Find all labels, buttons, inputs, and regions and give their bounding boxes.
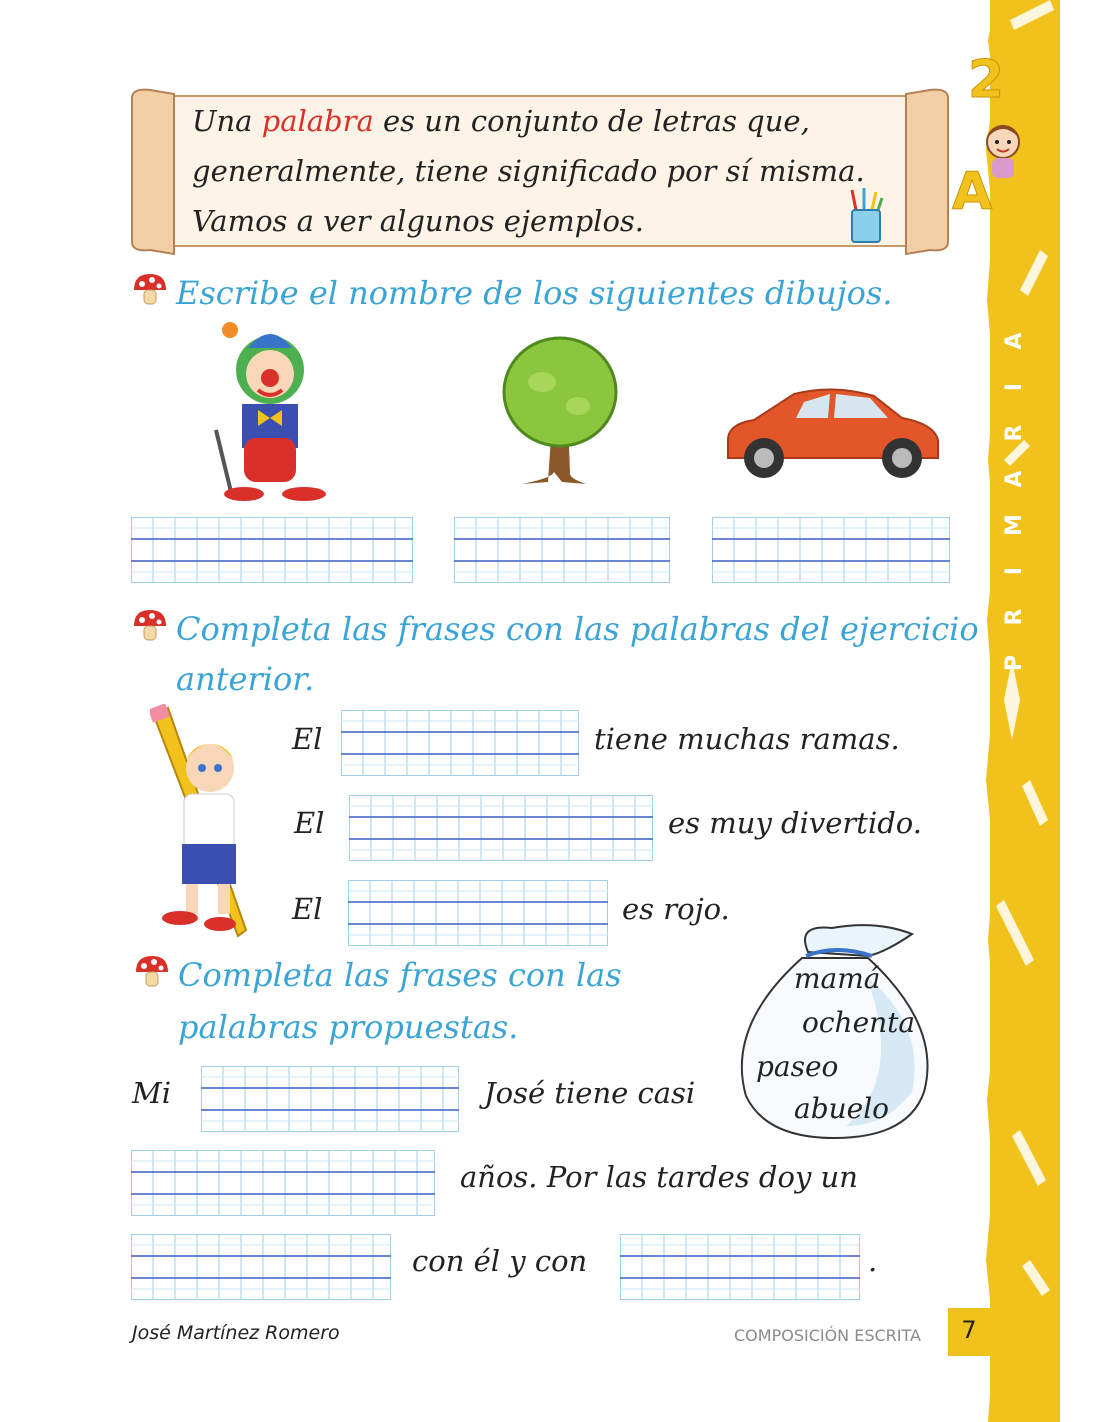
sentence1-start: El [292,722,323,756]
sentence1-end: tiene muchas ramas. [594,722,900,756]
sentence2-start: El [294,806,325,840]
side-letter: A [1002,332,1027,350]
bag-word: mamá [794,962,881,995]
intro-line-3: Vamos a ver algunos ejemplos. [192,204,645,238]
level-number: 2 [968,50,1005,110]
answer-grid-3[interactable] [131,1234,391,1300]
answer-grid-1[interactable] [201,1066,459,1132]
intro-line-1: Una palabra es un conjunto de letras que, [192,104,810,138]
tree-illustration [502,332,620,488]
highlight-word: palabra [261,104,374,138]
exercise2-instruction-line2: anterior. [176,660,315,698]
clown-illustration [208,318,332,502]
primaria-vertical-label [1000,318,1030,686]
side-letter: I [1002,566,1027,576]
sentence3-end: es rojo. [622,892,730,926]
pencil-pattern [990,0,1060,1422]
side-letter: P [1002,654,1027,672]
sentence2-end: es muy divertido. [668,806,922,840]
bag-word: ochenta [802,1006,916,1039]
bag-word: paseo [756,1050,839,1083]
text-jose: José tiene casi [484,1076,696,1110]
intro-line-2: generalmente, tiene significado por sí misma. [192,154,865,188]
mushroom-bullet-icon [132,608,168,642]
exercise1-instruction: Escribe el nombre de los siguientes dibujos. [176,274,893,312]
sentence3-answer-grid[interactable] [348,880,608,946]
car-illustration [724,380,942,480]
answer-grid-4[interactable] [620,1234,860,1300]
mushroom-bullet-icon [132,272,168,306]
mushroom-bullet-icon [134,954,170,988]
side-letter: R [1002,608,1027,626]
answer-grid-car[interactable] [712,517,950,583]
sentence2-answer-grid[interactable] [349,795,653,861]
page-number: 7 [961,1316,977,1344]
subject-title: COMPOSICIÓN ESCRITA [734,1326,921,1345]
bag-word: abuelo [794,1092,890,1125]
text-mi: Mi [132,1076,171,1110]
author-name: José Martínez Romero [132,1322,340,1344]
side-letter: R [1002,424,1027,442]
side-letter: M [1002,514,1027,536]
text-con: con él y con [412,1244,588,1278]
text-period: . [868,1244,878,1278]
exercise2-instruction-line1: Completa las frases con las palabras del ejercicio [176,610,979,648]
exercise3-instruction-line2: palabras propuestas. [178,1008,519,1046]
text-anos: años. Por las tardes doy un [460,1160,858,1194]
boy-with-pencil-illustration [150,704,250,940]
intro-text [192,96,902,246]
answer-grid-tree[interactable] [454,517,670,583]
side-letter: I [1002,382,1027,392]
level-letter: A [952,162,993,222]
sentence3-start: El [292,892,323,926]
sentence1-answer-grid[interactable] [341,710,579,776]
exercise3-instruction-line1: Completa las frases con las [178,956,622,994]
side-letter: A [1002,470,1027,488]
answer-grid-2[interactable] [131,1150,435,1216]
answer-grid-clown[interactable] [131,517,413,583]
